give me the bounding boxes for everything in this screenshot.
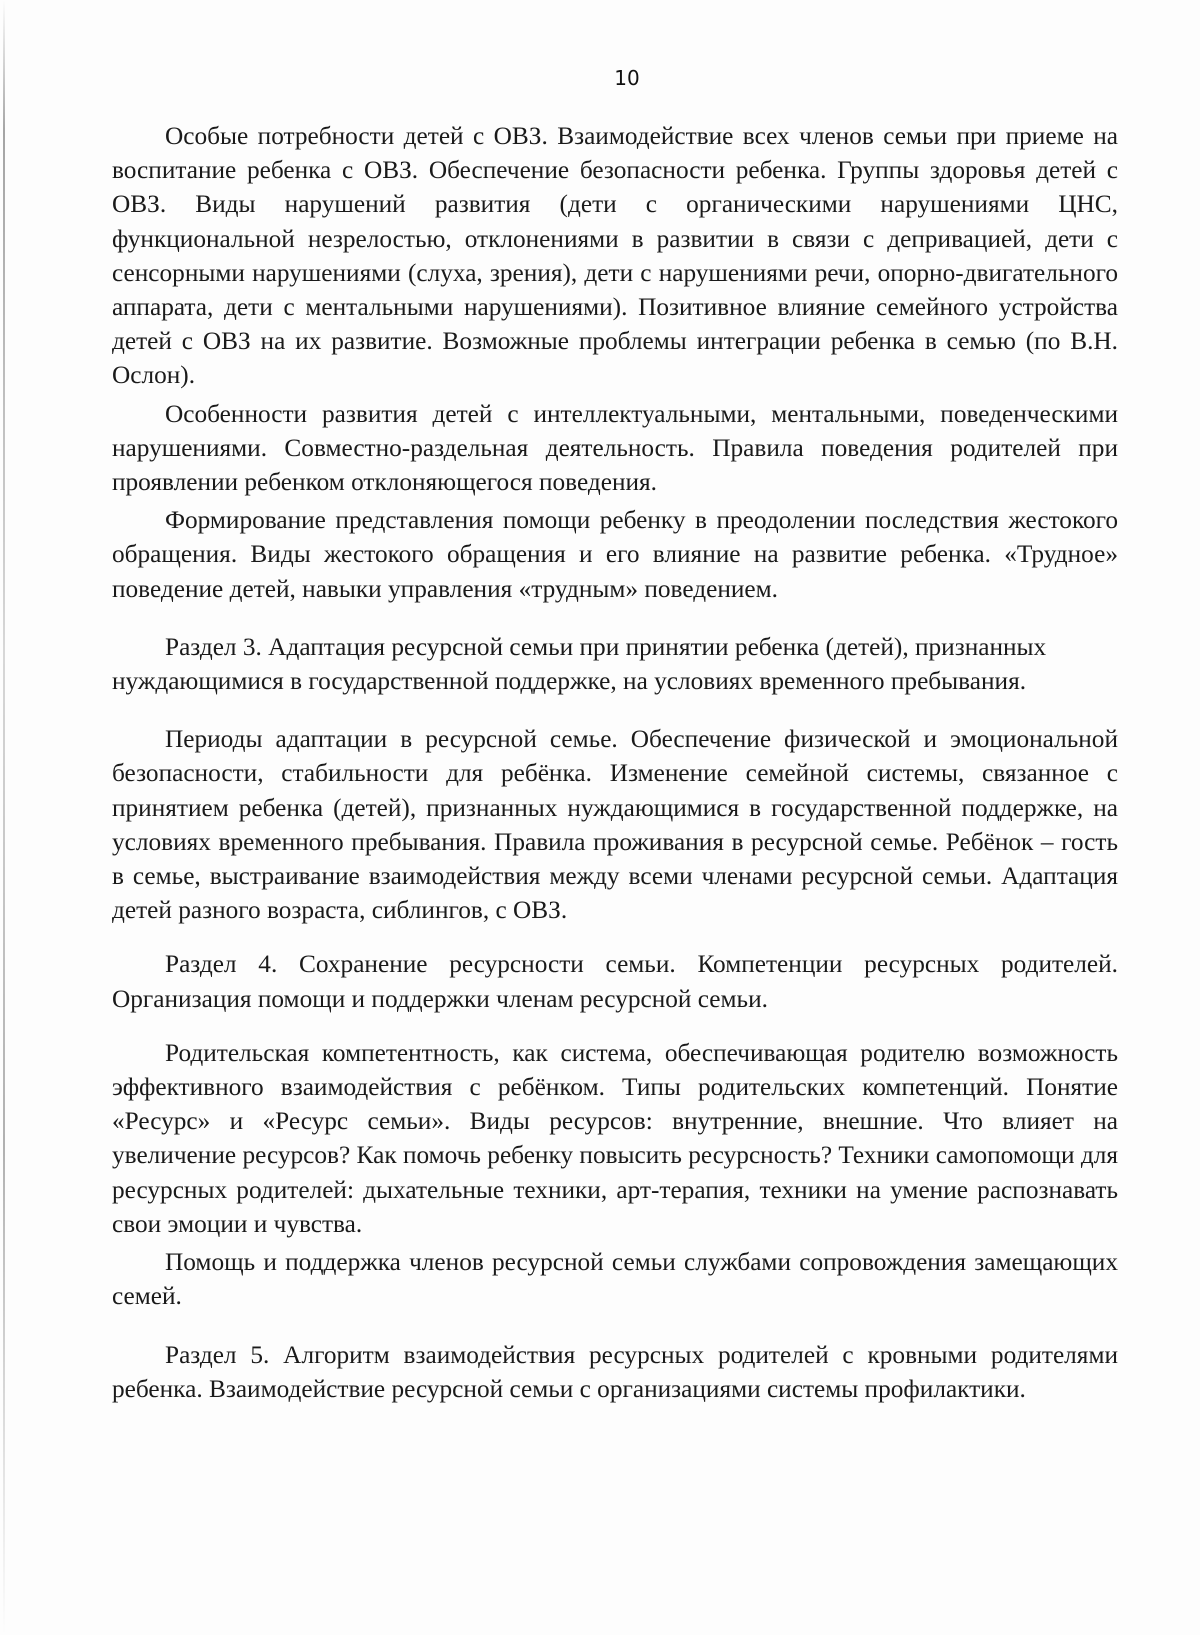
section-5-heading: Раздел 5. Алгоритм взаимодействия ресурсных родителей с кровными родителями ребенка. Взаимодействие ресурсной семьи с организациями системы профилактики. — [112, 1340, 1118, 1403]
paragraph-development-features: Особенности развития детей с интеллектуальными, ментальными, поведенческими нарушениями. Совместно-раздельная деятельность. Правила поведения родителей при проявлении ребенком отклоняющегося поведения. — [112, 399, 1118, 497]
paragraph-adaptation-periods: Периоды адаптации в ресурсной семье. Обеспечение физической и эмоциональной безопасности, стабильности для ребёнка. Изменение семейной системы, связанное с принятием ребенка (детей), признанных нуждающимися в государственной поддержке, на условиях временного пребывания. Правила проживания в ресурсной семье. Ребёнок – гость в семье, выстраивание взаимодействия между всеми членами ресурсной семьи. Адаптация детей разного возраста, сиблингов, с ОВЗ. — [112, 725, 1118, 925]
section-3-heading: Раздел 3. Адаптация ресурсной семьи при принятии ребенка (детей), признанных нуждающимися в государственной поддержке, на условиях временного пребывания. — [112, 632, 1047, 696]
page-number: 10 — [614, 66, 640, 90]
paragraph-support-services: Помощь и поддержка членов ресурсной семьи службами сопровождения замещающих семей. — [112, 1248, 1118, 1311]
paragraph-abuse-help: Формирование представления помощи ребенку в преодолении последствия жестокого обращения. Виды жестокого обращения и его влияние на развитие ребенка. «Трудное» поведение детей, навыки управления «трудным» поведением. — [112, 506, 1118, 603]
scan-edge — [3, 0, 5, 1635]
paragraph-parental-competence: Родительская компетентность, как система, обеспечивающая родителю возможность эффективного взаимодействия с ребёнком. Типы родительских компетенций. Понятие «Ресурс» и «Ресурс семьи». Виды ресурсов: внутренние, внешние. Что влияет на увеличение ресурсов? Как помочь ребенку повысить ресурсность? Техники самопомощи для ресурсных родителей: дыхательные техники, арт-терапия, техники на умение распознавать свои эмоции и чувства. — [112, 1038, 1118, 1238]
paragraph-ovz-needs: Особые потребности детей с ОВЗ. Взаимодействие всех членов семьи при приеме на воспитание ребенка с ОВЗ. Обеспечение безопасности ребенка. Группы здоровья детей с ОВЗ. Виды нарушений развития (дети с органическими нарушениями ЦНС, функциональной незрелостью, отклонениями в развитии в связи с депривацией, дети с сенсорными нарушениями (слуха, зрения), дети с нарушениями речи, опорно-двигательного аппарата, дети с ментальными нарушениями). Позитивное влияние семейного устройства детей с ОВЗ на их развитие. Возможные проблемы интеграции ребенка в семью (по В.Н. Ослон). — [112, 122, 1118, 390]
section-4-heading: Раздел 4. Сохранение ресурсности семьи. Компетенции ресурсных родителей. Организация помощи и поддержки членам ресурсной семьи. — [112, 950, 1118, 1013]
document-body — [112, 119, 1118, 1406]
